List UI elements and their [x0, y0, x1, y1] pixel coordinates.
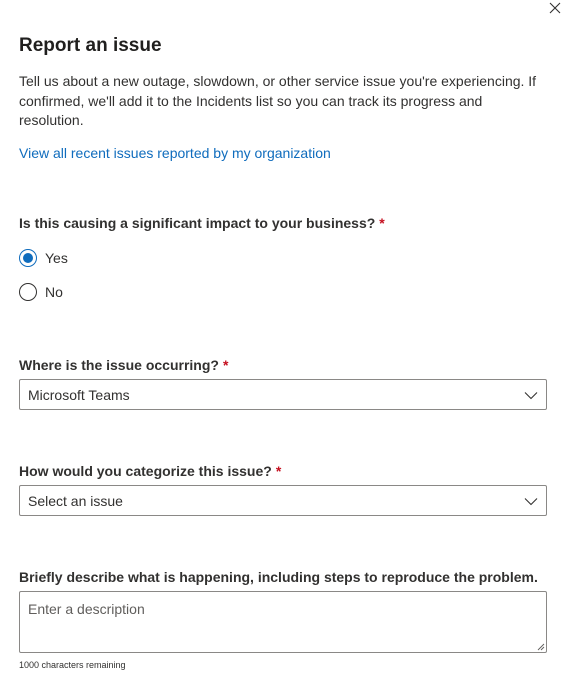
required-marker: * [379, 215, 385, 231]
chevron-down-icon [524, 495, 538, 507]
resize-handle-icon[interactable] [537, 643, 545, 651]
category-label-text: How would you categorize this issue? [19, 463, 272, 479]
close-button[interactable] [544, 0, 564, 16]
category-dropdown-placeholder: Select an issue [28, 493, 123, 509]
required-marker: * [222, 357, 229, 373]
radio-yes-circle[interactable] [19, 249, 37, 267]
location-label-text: Where is the issue occurring? [19, 357, 219, 373]
category-label [19, 462, 281, 481]
description-textarea[interactable] [19, 591, 547, 653]
location-label [19, 356, 228, 375]
radio-no[interactable] [19, 283, 63, 301]
impact-label-text: Is this causing a significant impact to your business? [19, 215, 376, 231]
panel-title: Report an issue [19, 35, 162, 56]
radio-no-label: No [45, 284, 63, 300]
radio-selected-dot [23, 253, 33, 263]
location-dropdown-value: Microsoft Teams [28, 387, 130, 403]
view-recent-issues-link[interactable]: View all recent issues reported by my organization [19, 145, 331, 161]
impact-label [19, 214, 385, 233]
close-icon [549, 2, 561, 14]
chevron-down-icon [524, 389, 538, 401]
panel-intro: Tell us about a new outage, slowdown, or other service issue you're experiencing. If confirmed, we'll add it to the Incidents list so you can track its progress and resolution. [19, 73, 537, 128]
radio-yes[interactable] [19, 249, 68, 267]
character-counter: 1000 characters remaining [19, 660, 126, 670]
radio-no-circle[interactable] [19, 283, 37, 301]
location-dropdown[interactable] [19, 379, 547, 410]
description-label: Briefly describe what is happening, including steps to reproduce the problem. [19, 569, 538, 585]
radio-yes-label: Yes [45, 250, 68, 266]
description-placeholder: Enter a description [28, 601, 145, 617]
required-marker: * [275, 463, 282, 479]
category-dropdown[interactable] [19, 485, 547, 516]
